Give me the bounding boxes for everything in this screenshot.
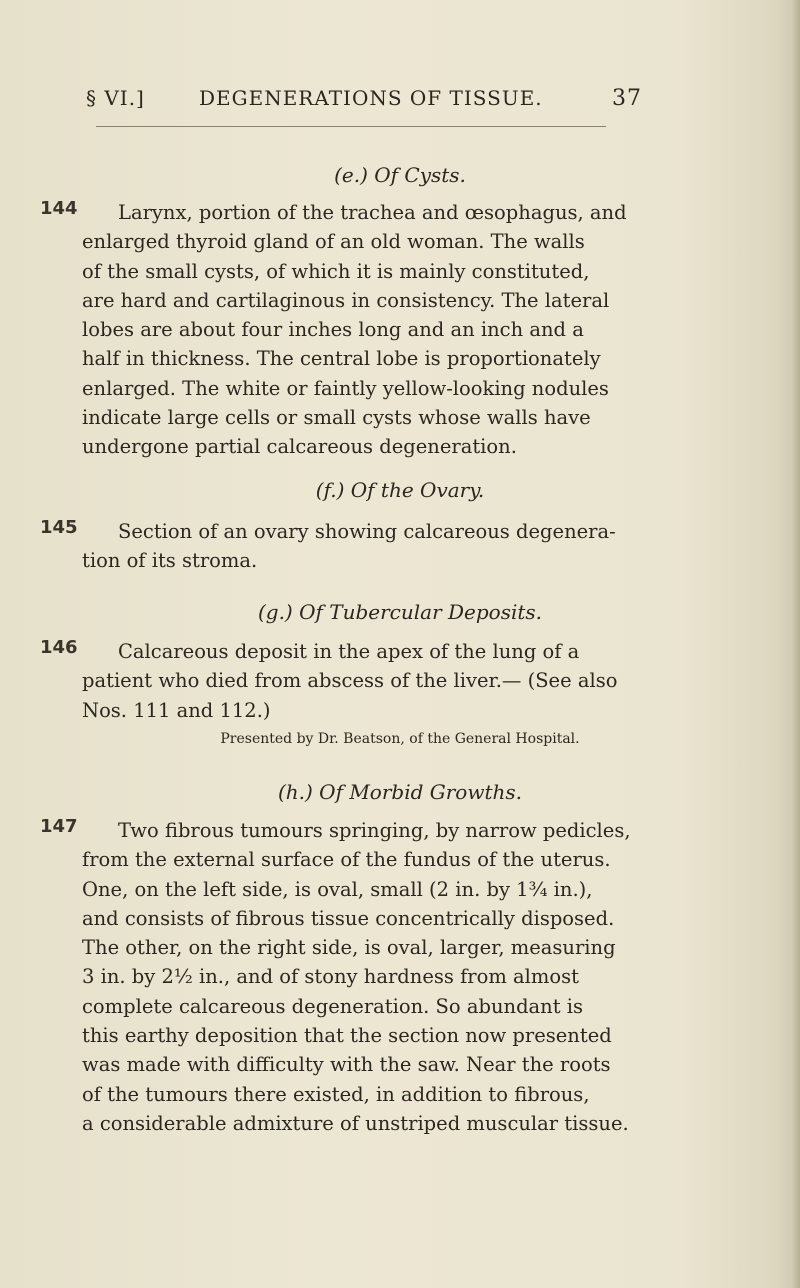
entry-line: Calcareous deposit in the apex of the lung of a	[118, 640, 580, 663]
section-marker: § VI.]	[86, 86, 145, 110]
entry-number: 145	[40, 517, 78, 538]
page-edge	[790, 0, 800, 1288]
entry-line: a considerable admixture of unstriped muscular tissue.	[82, 1111, 629, 1135]
subheading-tubercular	[0, 600, 800, 624]
entry-line: Two fibrous tumours springing, by narrow pedicles,	[118, 819, 631, 842]
entry-text	[82, 517, 652, 576]
entry-line: The other, on the right side, is oval, larger, measuring	[82, 936, 616, 960]
entry-line: of the small cysts, of which it is mainly constituted,	[82, 259, 590, 283]
entry-line: enlarged thyroid gland of an old woman. The walls	[82, 230, 585, 254]
running-header	[86, 86, 642, 126]
entry-line: half in thickness. The central lobe is proportionately	[82, 347, 601, 371]
entry-line: of the tumours there existed, in addition to fibrous,	[82, 1082, 590, 1106]
entry-line: from the external surface of the fundus of the uterus.	[82, 848, 611, 872]
donor-note: Presented by Dr. Beatson, of the General Hospital.	[220, 731, 580, 747]
entry-text	[82, 637, 652, 725]
entry-line: 3 in. by 2½ in., and of stony hardness from almost	[82, 965, 579, 989]
entry-number: 144	[40, 198, 78, 219]
entry-line: One, on the left side, is oval, small (2 in. by 1¾ in.),	[82, 877, 593, 901]
subheading-text: (e.) Of Cysts.	[334, 163, 466, 187]
entry-line: and consists of fibrous tissue concentrically disposed.	[82, 906, 615, 930]
subheading-text: (f.) Of the Ovary.	[315, 478, 485, 502]
entry-line: complete calcareous degeneration. So abundant is	[82, 994, 584, 1018]
subheading-morbid-growths	[0, 780, 800, 804]
subheading-cysts	[0, 163, 800, 187]
entry-line: Nos. 111 and 112.)	[82, 698, 271, 722]
entry-line: Larynx, portion of the trachea and œsophagus, and	[118, 201, 627, 224]
entry-number: 146	[40, 637, 78, 658]
entry-line: Section of an ovary showing calcareous degenera-	[118, 520, 616, 543]
entry-line: are hard and cartilaginous in consistency. The lateral	[82, 288, 610, 312]
entry-text	[82, 198, 652, 462]
entry-line: patient who died from abscess of the liver.— (See also	[82, 669, 618, 693]
entry-line: lobes are about four inches long and an inch and a	[82, 318, 584, 342]
subheading-text: (h.) Of Morbid Growths.	[277, 780, 523, 804]
header-rule	[96, 126, 606, 127]
entry-line: indicate large cells or small cysts whose walls have	[82, 406, 591, 430]
page-number: 37	[612, 86, 642, 111]
entry-line: tion of its stroma.	[82, 549, 258, 573]
subheading-ovary	[0, 478, 800, 502]
entry-number: 147	[40, 816, 78, 837]
entry-text	[82, 816, 652, 1138]
entry-line: undergone partial calcareous degeneration.	[82, 435, 517, 459]
entry-line: was made with difficulty with the saw. Near the roots	[82, 1053, 611, 1077]
running-title: DEGENERATIONS OF TISSUE.	[199, 86, 543, 110]
entry-line: this earthy deposition that the section now presented	[82, 1024, 612, 1048]
entry-line: enlarged. The white or faintly yellow-looking nodules	[82, 376, 609, 400]
subheading-text: (g.) Of Tubercular Deposits.	[257, 600, 543, 624]
